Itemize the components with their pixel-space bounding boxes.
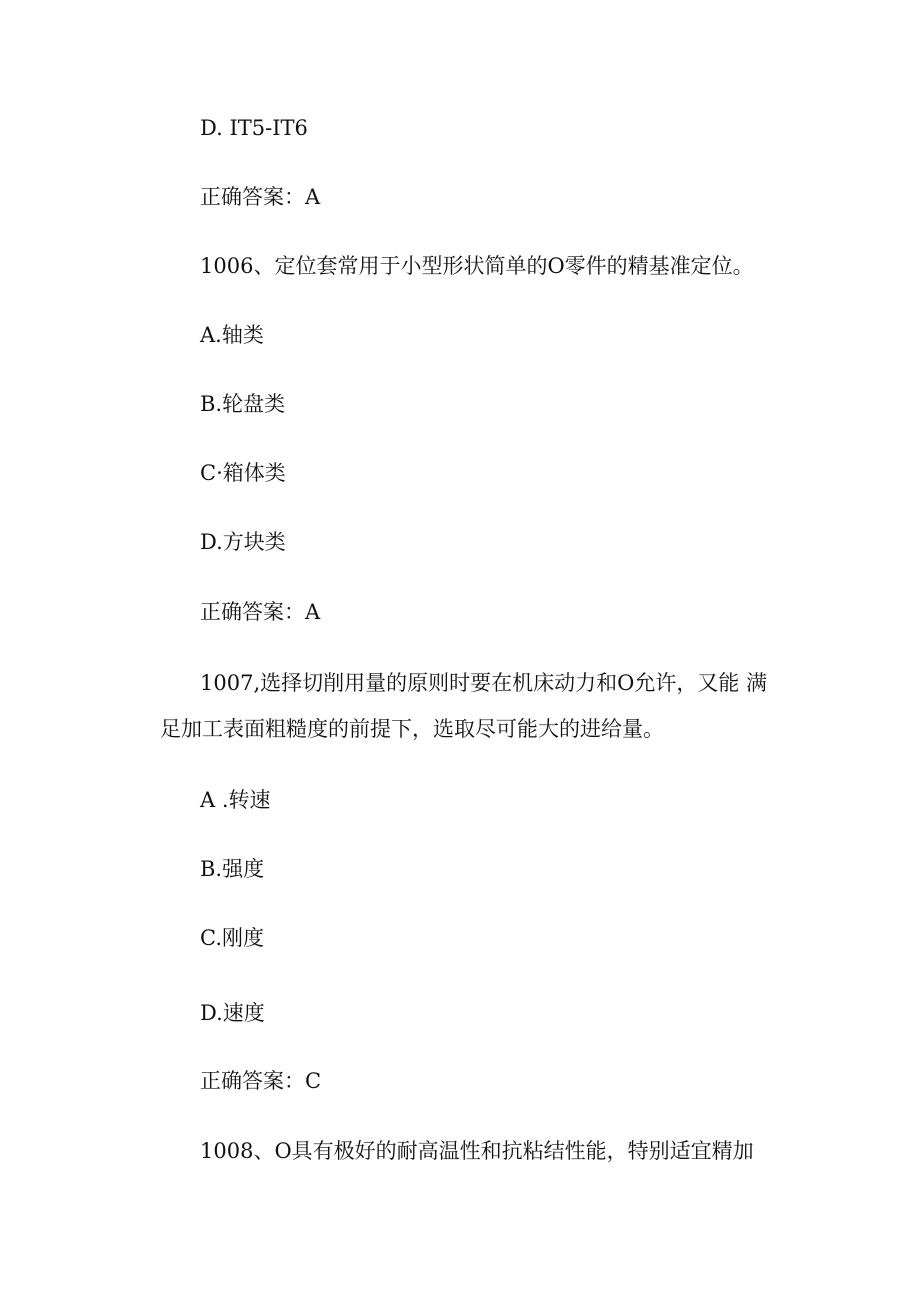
option-1007-b: B.强度 [200, 857, 265, 881]
question-1007-line-1: 1007,选择切削用量的原则时要在机床动力和O允许，又能 满 [200, 671, 768, 695]
option-1006-d: D.方块类 [200, 530, 286, 554]
option-d-prev: D. IT5-IT6 [200, 116, 308, 140]
option-1007-a: A .转速 [200, 788, 271, 812]
option-1006-a: A.轴类 [200, 323, 264, 347]
option-1007-d: D.速度 [200, 1001, 265, 1025]
answer-1007: 正确答案：C [200, 1069, 322, 1093]
question-1007-line-2: 足加工表面粗糙度的前提下，选取尽可能大的进给量。 [160, 717, 664, 741]
option-1006-b: B.轮盘类 [200, 392, 286, 416]
answer-1006: 正确答案：A [200, 600, 321, 624]
question-1008: 1008、O具有极好的耐高温性和抗粘结性能，特别适宜精加 [200, 1139, 754, 1163]
option-1007-c: C.刚度 [200, 926, 264, 950]
option-1006-c: C·箱体类 [200, 461, 286, 485]
answer-1005: 正确答案：A [200, 185, 321, 209]
question-1006: 1006、定位套常用于小型形状简单的O零件的精基准定位。 [200, 254, 754, 278]
